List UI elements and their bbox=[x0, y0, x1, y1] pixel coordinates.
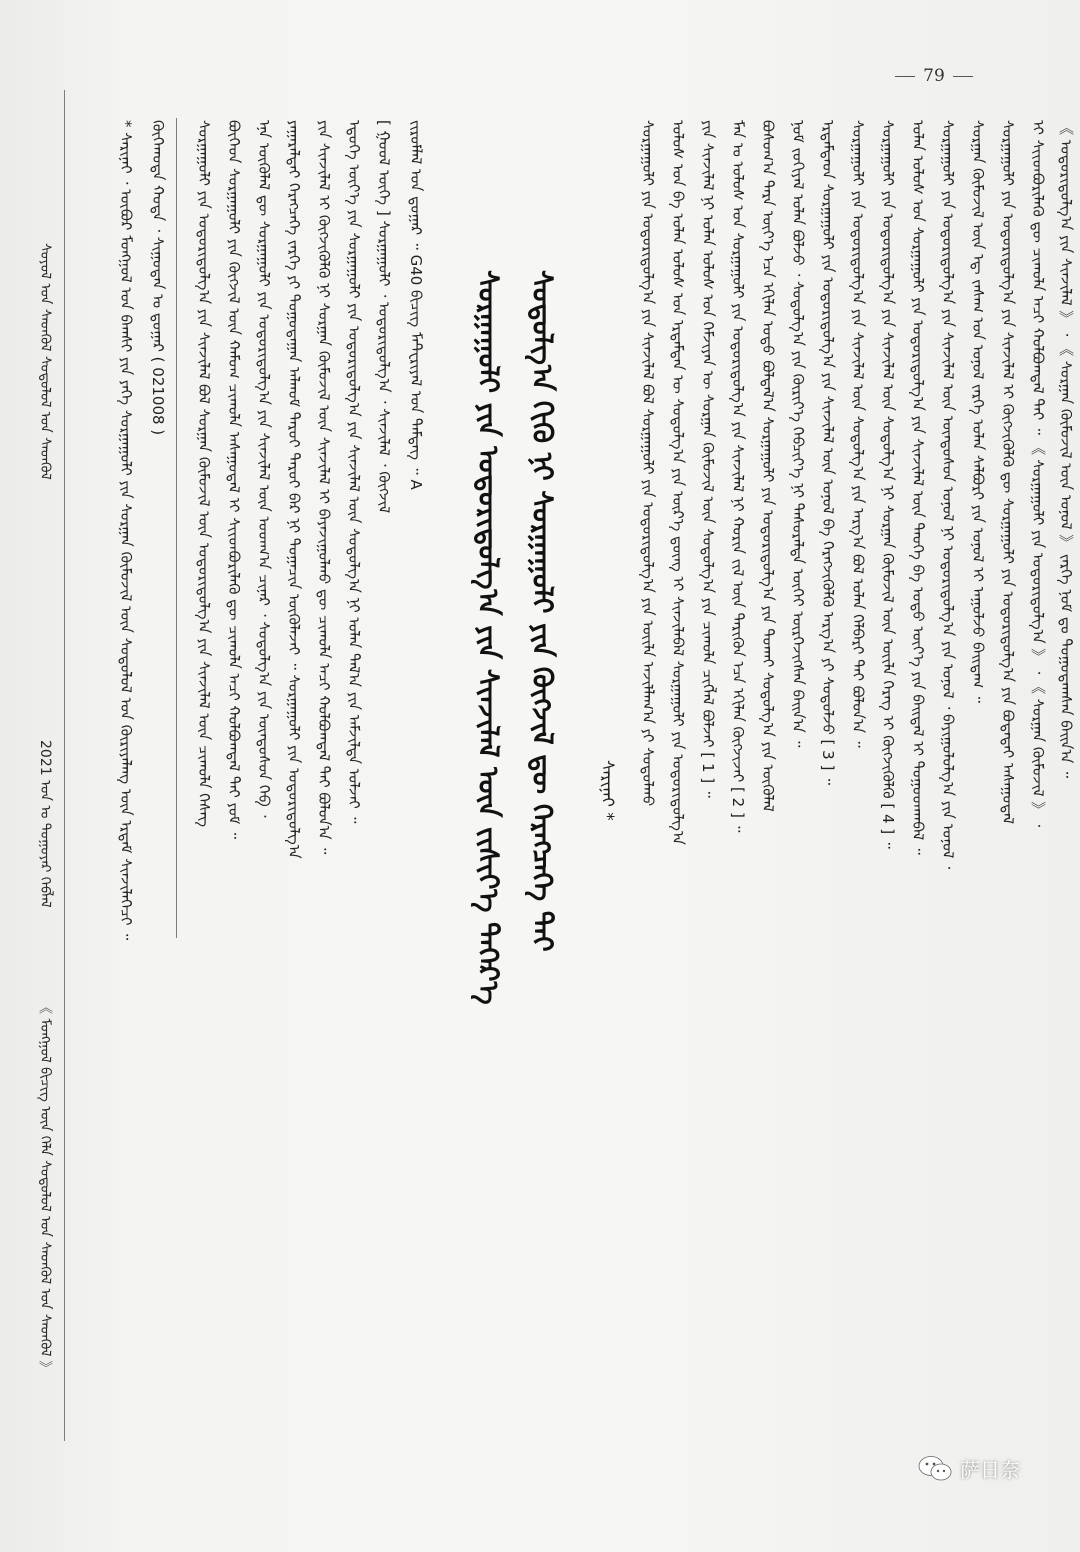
body-column: ᠰᠤᠷᠭᠠᠭᠤᠯᠢ ᠶᠢᠨ ᠤᠳᠤᠷᠢᠳᠤᠯᠭ᠎ᠠ ᠶᠢᠨ ᠰᠢᠨᠵᠢᠯᠡᠯ ᠦᠨ ᠦᠨᠳᠦᠰᠦᠨ ᠣᠨᠣᠯ ᠨᠢ ᠤᠳᠤᠷᠢᠳᠤᠯᠭ᠎ᠠ ᠶᠢᠨ ᠣᠨᠣᠯ ᠂ ᠪᠠᠶᠢᠭᠤᠯᠤᠯᠭ᠎ᠠ ᠶᠢᠨ ᠣᠨᠣᠯ ᠂ bbox=[939, 120, 957, 870]
body-column: ᠣᠯᠠᠨ ᠤᠯᠤᠰ ᠤᠨ ᠰᠤᠷᠭᠠᠭᠤᠯᠢ ᠶᠢᠨ ᠤᠳᠤᠷᠢᠳᠤᠯᠭ᠎ᠠ ᠶᠢᠨ ᠰᠢᠨᠵᠢᠯᠡᠯ ᠦᠨ ᠲᠡᠦᠬᠡ ᠪᠠ ᠣᠳᠣ ᠦᠶ᠎ᠡ ᠶᠢᠨ ᠪᠠᠢᠳᠠᠯ ᠢ ᠲᠣᠭᠤᠳᠬᠠᠪᠠᠯ ᠃ bbox=[909, 120, 927, 855]
footer-rule bbox=[64, 1440, 65, 1441]
body-column: ᠰᠤᠷᠭᠠᠭᠤᠯᠢ ᠶᠢᠨ ᠤᠳᠤᠷᠢᠳᠤᠯᠭ᠎ᠠ ᠶᠢᠨ ᠰᠢᠨᠵᠢᠯᠡᠯ ᠪᠣᠯ ᠰᠤᠷᠭᠠᠭᠤᠯᠢ ᠶᠢᠨ ᠤᠳᠤᠷᠢᠳᠤᠯᠭ᠎ᠠ ᠶᠢᠨ ᠦᠢᠯᠡ ᠠᠵᠢᠯᠯᠠᠭ᠎ᠠ ᠶᠢ ᠰᠤᠳᠤᠯᠬᠤ bbox=[639, 120, 657, 807]
abstract-line: ᠶᠠᠭᠠᠷᠠᠯᠲᠠᠢ ᠬᠡᠷᠡᠭᠴᠡᠭᠡ ᠵᠡᠷᠭᠡ ᠶᠢ ᠲᠣᠭᠤᠳᠠᠭᠠᠨ ᠠᠯᠬᠤᠮ ᠳᠠᠷᠤᠢ ᠳᠠᠷᠤᠢ ᠪᠠᠷ ᠨᠢ ᠲᠣᠭᠠᠴᠢᠨ ᠦᠭᠦᠯᠡᠵᠡᠢ ᠃ ᠰᠤᠷᠭᠠᠭᠤᠯᠢ ᠶᠢᠨ ᠤᠳᠤᠷᠢᠳᠤᠯᠭ᠎ᠠ bbox=[285, 120, 303, 859]
body-column: ᠰᠤᠷᠭᠠᠨ ᠬᠦᠮᠦᠵᠢᠯ ᠦᠨ ᠡᠳ᠋ ᠵᠠᠰᠠᠭ ᠤᠨ ᠣᠨᠣᠯ ᠵᠡᠷᠭᠡ ᠣᠯᠠᠨ ᠰᠠᠯᠪᠤᠷᠢ ᠶᠢᠨ ᠣᠨᠣᠯ ᠢ ᠠᠭᠤᠯᠵᠤ ᠪᠠᠢᠳᠠᠭ ᠃ bbox=[969, 120, 987, 703]
abstract-classification: ᠵᠢᠷᠤᠮᠯᠠᠯ ᠤᠨ ᠳ᠋ᠤᠭᠠᠷ ᠃ G40 ᠪᠢᠴᠢᠭ ᠮᠠᠲ᠋ᠧᠷᠢᠶᠠᠯ ᠤᠨ ᠲᠡᠮᠳᠡᠭ ᠃ A bbox=[407, 120, 425, 490]
body-column: ᠮᠠᠨ ᠤ ᠤᠯᠤᠰ ᠤᠨ ᠰᠤᠷᠭᠠᠭᠤᠯᠢ ᠶᠢᠨ ᠤᠳᠤᠷᠢᠳᠤᠯᠭ᠎ᠠ ᠶᠢᠨ ᠰᠢᠨᠵᠢᠯᠡᠯ ᠨᠢ ᠬᠣᠷᠢᠨ ᠵᠢᠯ ᠦᠨ ᠲᠡᠷᠢᠭᠦᠨ ᠡᠴᠡ ᠡᠬᠢᠯᠡᠨ ᠬᠥᠭᠵᠢᠵᠡᠢ [ 2 ] ᠃ bbox=[729, 120, 747, 833]
body-column: ᠢ ᠰᠢᠢᠳᠪᠦᠷᠢᠯᠡᠬᠦ ᠳᠦ ᠴᠢᠬᠤᠯᠠ ᠠᠴᠢ ᠬᠣᠯᠪᠣᠭᠳᠠᠯ ᠲᠠᠢ ᠃ 《 ᠰᠤᠷᠭᠠᠭᠤᠯᠢ ᠶᠢᠨ ᠤᠳᠤᠷᠢᠳᠤᠯᠭ᠎ᠠ 》 ᠂ 《 ᠰᠤᠷᠭᠠᠨ ᠬᠦᠮᠦᠵᠢᠯ 》 ᠂ bbox=[1029, 120, 1047, 828]
body-column: ᠶᠢᠨ ᠰᠢᠨᠵᠢᠯᠡᠯ ᠨᠢ ᠣᠯᠠᠨ ᠤᠯᠤᠰ ᠤᠨ ᠬᠡᠮᠵᠢᠶᠡᠨ ᠦ ᠰᠤᠷᠭᠠᠨ ᠬᠦᠮᠦᠵᠢᠯ ᠦᠨ ᠰᠤᠳᠤᠯᠭ᠎ᠠ ᠶᠢᠨ ᠴᠢᠬᠤᠯᠠ ᠴᠢᠭᠯᠡᠯ ᠪᠣᠯᠵᠠᠢ [ 1 ] ᠃ bbox=[699, 120, 717, 798]
body-column: ᠰᠤᠷᠭᠠᠭᠤᠯᠢ ᠶᠢᠨ ᠤᠳᠤᠷᠢᠳᠤᠯᠭ᠎ᠠ ᠶᠢᠨ ᠰᠢᠨᠵᠢᠯᠡᠯ ᠦᠨ ᠰᠤᠳᠤᠯᠭ᠎ᠠ ᠨᠢ ᠰᠤᠷᠭᠠᠨ ᠬᠦᠮᠦᠵᠢᠯ ᠦᠨ ᠦᠢᠯᠡ ᠬᠡᠷᠡᠭ ᠢ ᠬᠥᠭᠵᠢᠭᠦᠯᠬᠦ [ 4 ] ᠃ bbox=[879, 120, 897, 849]
footer-rule bbox=[64, 90, 65, 1440]
abstract-keywords: [ ᠭᠣᠣᠯ ᠦᠭᠡ ] ᠰᠤᠷᠭᠠᠭᠤᠯᠢ ᠂ ᠤᠳᠤᠷᠢᠳᠤᠯᠭ᠎ᠠ ᠂ ᠰᠢᠨᠵᠢᠯᠡᠯ ᠂ ᠬᠥᠭᠵᠢᠯ bbox=[375, 120, 393, 514]
body-column: ᠡᠷᠳᠡᠮᠲᠡᠳ ᠰᠤᠷᠭᠠᠭᠤᠯᠢ ᠶᠢᠨ ᠤᠳᠤᠷᠢᠳᠤᠯᠭ᠎ᠠ ᠶᠢᠨ ᠰᠢᠨᠵᠢᠯᠡᠯ ᠦᠨ ᠣᠨᠣᠯ ᠪᠠ ᠬᠡᠷᠡᠭᠵᠢᠭᠦᠯᠬᠦ ᠠᠷᠭ᠎ᠠ ᠶᠢ ᠰᠤᠳᠤᠯᠵᠤ [ 3 ] ᠃ bbox=[819, 120, 837, 785]
footnote-line: ᠬᠥᠬᠡᠬᠣᠲᠠ ᠬᠣᠳᠠ ᠂ ᠰᠢᠭᠤᠳᠠᠨ ᠤ ᠳ᠋ᠤᠭᠠᠷ ( 021008 ) bbox=[149, 120, 167, 436]
running-head-year: 2021 ᠣᠨ ᠤ ᠳᠣᠭᠤᠶᠠᠷ ᠬᠡᠪᠯᠡᠯ bbox=[37, 740, 53, 908]
abstract-line: ᠡᠨᠡ ᠥᠭᠦᠯᠡᠯ ᠳᠦ ᠰᠤᠷᠭᠠᠭᠤᠯᠢ ᠶᠢᠨ ᠤᠳᠤᠷᠢᠳᠤᠯᠭ᠎ᠠ ᠶᠢᠨ ᠰᠢᠨᠵᠢᠯᠡᠯ ᠦᠨ ᠤᠳᠬ᠎ᠠ ᠴᠢᠨᠠᠷ ᠂ ᠰᠤᠳᠤᠯᠭ᠎ᠠ ᠶᠢᠨ ᠦᠨᠳᠦᠰᠦᠨ ᠬᠡᠪ ᠂ bbox=[255, 120, 273, 818]
article-title-line-2: ᠰᠤᠳᠤᠯᠭ᠎ᠠ ᠬᠢᠬᠦ ᠨᠢ ᠰᠤᠷᠭᠠᠭᠤᠯᠢ ᠶᠢᠨ ᠬᠥᠭᠵᠢᠯ ᠳᠦ ᠬᠡᠷᠡᠭᠴᠡᠭᠡ ᠲᠠᠢ bbox=[526, 270, 559, 952]
body-column: ᠨᠣᠮ ᠵᠣᠬᠢᠶᠠᠯ ᠣᠯᠠᠨ ᠪᠣᠯᠵᠤ ᠂ ᠰᠤᠳᠤᠯᠭ᠎ᠠ ᠶᠢᠨ ᠬᠦᠷᠢᠶ᠎ᠡ ᠬᠡᠪᠴᠢᠶ᠎ᠡ ᠨᠢ ᠲᠠᠰᠤᠷᠠᠯᠲᠠ ᠦᠭᠡᠢ ᠥᠷᠭᠡᠵᠢᠭᠰᠡᠨ ᠪᠠᠢᠨ᠎ᠠ ᠃ bbox=[789, 120, 807, 748]
footnote-line: * ᠰᠠᠷᠢᠨᠠᠢ ᠂ ᠥᠪᠥᠷ ᠮᠣᠩᠭᠣᠯ ᠤᠨ ᠪᠠᠭᠰᠢ ᠶᠢᠨ ᠶᠡᠬᠡ ᠰᠤᠷᠭᠠᠭᠤᠯᠢ ᠶᠢᠨ ᠰᠤᠷᠭᠠᠨ ᠬᠦᠮᠦᠵᠢᠯ ᠦᠨ ᠰᠤᠳᠤᠯᠤᠯ ᠤᠨ ᠬᠦᠷᠢᠶᠡᠯᠡᠩ ᠦᠨ ᠡᠷᠳᠡᠮ ᠰᠢᠨᠵᠢᠯᠡᠭᠡᠴᠢ ᠃ bbox=[117, 120, 135, 941]
body-column: ᠰᠤᠷᠭᠠᠭᠤᠯᠢ ᠶᠢᠨ ᠤᠳᠤᠷᠢᠳᠤᠯᠭ᠎ᠠ ᠶᠢᠨ ᠰᠢᠨᠵᠢᠯᠡᠯ ᠦᠨ ᠰᠤᠳᠤᠯᠭ᠎ᠠ ᠶᠢᠨ ᠠᠷᠭ᠎ᠠ ᠪᠣᠯ ᠣᠯᠠᠨ ᠬᠡᠯᠪᠡᠷᠢ ᠲᠠᠢ ᠪᠣᠯᠤᠨ᠎ᠠ ᠃ bbox=[849, 120, 867, 748]
abstract-line: ᠰᠤᠷᠭᠠᠭᠤᠯᠢ ᠶᠢᠨ ᠤᠳᠤᠷᠢᠳᠤᠯᠭ᠎ᠠ ᠶᠢᠨ ᠰᠢᠨᠵᠢᠯᠡᠯ ᠪᠣᠯ ᠰᠤᠷᠭᠠᠨ ᠬᠦᠮᠦᠵᠢᠯ ᠦᠨ ᠤᠳᠤᠷᠢᠳᠤᠯᠭ᠎ᠠ ᠶᠢᠨ ᠰᠢᠨᠵᠢᠯᠡᠯ ᠦᠨ ᠴᠢᠬᠤᠯᠠ ᠬᠡᠰᠡᠭ bbox=[195, 120, 213, 828]
footer-journal-title: 《 ᠮᠣᠩᠭᠣᠯ ᠪᠢᠴᠢᠭ ᠦᠨ ᠬᠡᠯᠡ ᠰᠤᠳᠤᠯᠤᠯ ᠤᠨ ᠰᠡᠳᠬᠦᠯ ᠤᠨ ᠰᠡᠳᠬᠦᠯ 》 bbox=[37, 1000, 53, 1375]
author-name: ᠰᠠᠷᠢᠨᠠᠢ * bbox=[597, 760, 617, 821]
watermark-label: 萨日奈 bbox=[960, 1458, 1020, 1482]
body-column: ᠤᠯᠤᠰ ᠤᠨ ᠪᠠ ᠣᠯᠠᠨ ᠤᠯᠤᠰ ᠤᠨ ᠡᠷᠳᠡᠮᠲᠡᠨ ᠦ ᠰᠤᠳᠤᠯᠭ᠎ᠠ ᠶᠢᠨ ᠦᠷ᠎ᠡ ᠳ᠋ᠦᠩ ᠢ ᠰᠢᠨᠵᠢᠯᠡᠪᠡᠯ ᠰᠤᠷᠭᠠᠭᠤᠯᠢ ᠶᠢᠨ ᠤᠳᠤᠷᠢᠳᠤᠯᠭ᠎ᠠ bbox=[669, 120, 687, 845]
abstract-line: ᠡᠳᠦᠭᠡ ᠦᠶ᠎ᠡ ᠶᠢᠨ ᠰᠤᠷᠭᠠᠭᠤᠯᠢ ᠶᠢᠨ ᠤᠳᠤᠷᠢᠳᠤᠯᠭ᠎ᠠ ᠶᠢᠨ ᠰᠢᠨᠵᠢᠯᠡᠯ ᠦᠨ ᠰᠤᠳᠤᠯᠭ᠎ᠠ ᠨᠢ ᠣᠯᠠᠨ ᠲᠠᠯ᠎ᠠ ᠶᠢᠨ ᠠᠮᠵᠢᠯᠲᠠ ᠣᠯᠵᠠᠢ ᠃ bbox=[345, 120, 363, 824]
abstract-line: ᠪᠥᠭᠡᠳ ᠰᠤᠷᠭᠠᠭᠤᠯᠢ ᠶᠢᠨ ᠬᠥᠭᠵᠢᠯ ᠦᠨ ᠬᠠᠮᠤᠭ ᠴᠢᠬᠤᠯᠠ ᠠᠰᠠᠭᠤᠳᠠᠯ ᠢ ᠰᠢᠢᠳᠪᠦᠷᠢᠯᠡᠬᠦ ᠳᠦ ᠴᠢᠬᠤᠯᠠ ᠠᠴᠢ ᠬᠣᠯᠪᠣᠭᠳᠠᠯ ᠲᠠᠢ ᠶᠤᠮ ᠃ bbox=[225, 120, 243, 839]
wechat-icon bbox=[918, 1455, 952, 1483]
abstract-line: ᠶᠢᠨ ᠰᠢᠨᠵᠢᠯᠡᠯ ᠢ ᠬᠥᠭᠵᠢᠭᠦᠯᠬᠦ ᠨᠢ ᠰᠤᠷᠭᠠᠨ ᠬᠦᠮᠦᠵᠢᠯ ᠦᠨ ᠰᠢᠨᠵᠢᠯᠡᠯ ᠢ ᠪᠠᠶᠠᠵᠢᠭᠤᠯᠬᠤ ᠳᠦ ᠴᠢᠬᠤᠯᠠ ᠠᠴᠢ ᠬᠣᠯᠪᠣᠭᠳᠠᠯ ᠲᠠᠢ ᠪᠣᠯᠤᠨ᠎ᠠ ᠃ bbox=[315, 120, 333, 855]
body-column: ᠪᠣᠰᠤᠭ᠎ᠠ ᠲᠡᠷᠡ ᠦᠶ᠎ᠡ ᠡᠴᠡ ᠡᠬᠢᠯᠡᠨ ᠣᠳᠣ ᠪᠣᠯᠲᠠᠯ᠎ᠠ ᠰᠤᠷᠭᠠᠭᠤᠯᠢ ᠶᠢᠨ ᠤᠳᠤᠷᠢᠳᠤᠯᠭ᠎ᠠ ᠶᠢᠨ ᠲᠤᠬᠠᠢ ᠰᠤᠳᠤᠯᠭ᠎ᠠ ᠶᠢᠨ ᠥᠭᠦᠯᠡᠯ bbox=[759, 120, 777, 812]
body-column: ᠰᠤᠷᠭᠠᠭᠤᠯᠢ ᠶᠢᠨ ᠤᠳᠤᠷᠢᠳᠤᠯᠭ᠎ᠠ ᠶᠢᠨ ᠰᠢᠨᠵᠢᠯᠡᠯ ᠢ ᠬᠥᠭᠵᠢᠭᠦᠯᠬᠦ ᠳᠦ ᠰᠤᠷᠭᠠᠭᠤᠯᠢ ᠶᠢᠨ ᠤᠳᠤᠷᠢᠳᠤᠯᠭ᠎ᠠ ᠶᠢᠨ ᠪᠣᠳᠠᠳᠠᠢ ᠠᠰᠠᠭᠤᠳᠠᠯ bbox=[999, 120, 1017, 825]
page-number: 79 bbox=[884, 66, 984, 86]
article-title-line-1: ᠰᠤᠷᠭᠠᠭᠤᠯᠢ ᠶᠢᠨ ᠤᠳᠤᠷᠢᠳᠤᠯᠭ᠎ᠠ ᠶᠢᠨ ᠰᠢᠨᠵᠢᠯᠡᠯ ᠦᠨ ᠵᠢᠱᠢᠶ᠎ᠡ ᠳᠡᠭᠡᠷ᠎ᠡ bbox=[472, 270, 505, 1005]
wechat-watermark bbox=[918, 1454, 1020, 1483]
body-column: 《 ᠤᠳᠤᠷᠢᠳᠤᠯᠭ᠎ᠠ ᠶᠢᠨ ᠰᠢᠨᠵᠢᠯᠡᠯ 》 ᠂ 《 ᠰᠤᠷᠭᠠᠨ ᠬᠦᠮᠦᠵᠢᠯ ᠦᠨ ᠣᠨᠣᠯ 》 ᠵᠡᠷᠭᠡ ᠨᠣᠮ ᠳᠤ ᠲᠣᠭᠤᠳᠠᠭᠰᠠᠨ ᠪᠠᠢᠨ᠎ᠠ ᠃ bbox=[1057, 120, 1075, 778]
footnote-rule bbox=[176, 118, 177, 938]
footer-series: ᠰᠣᠶᠣᠯ ᠤᠨ ᠰᠡᠳᠬᠦᠯ ᠰᠤᠳᠤᠯᠤᠯ ᠤᠨ ᠰᠡᠳᠬᠦᠯ bbox=[37, 243, 53, 480]
